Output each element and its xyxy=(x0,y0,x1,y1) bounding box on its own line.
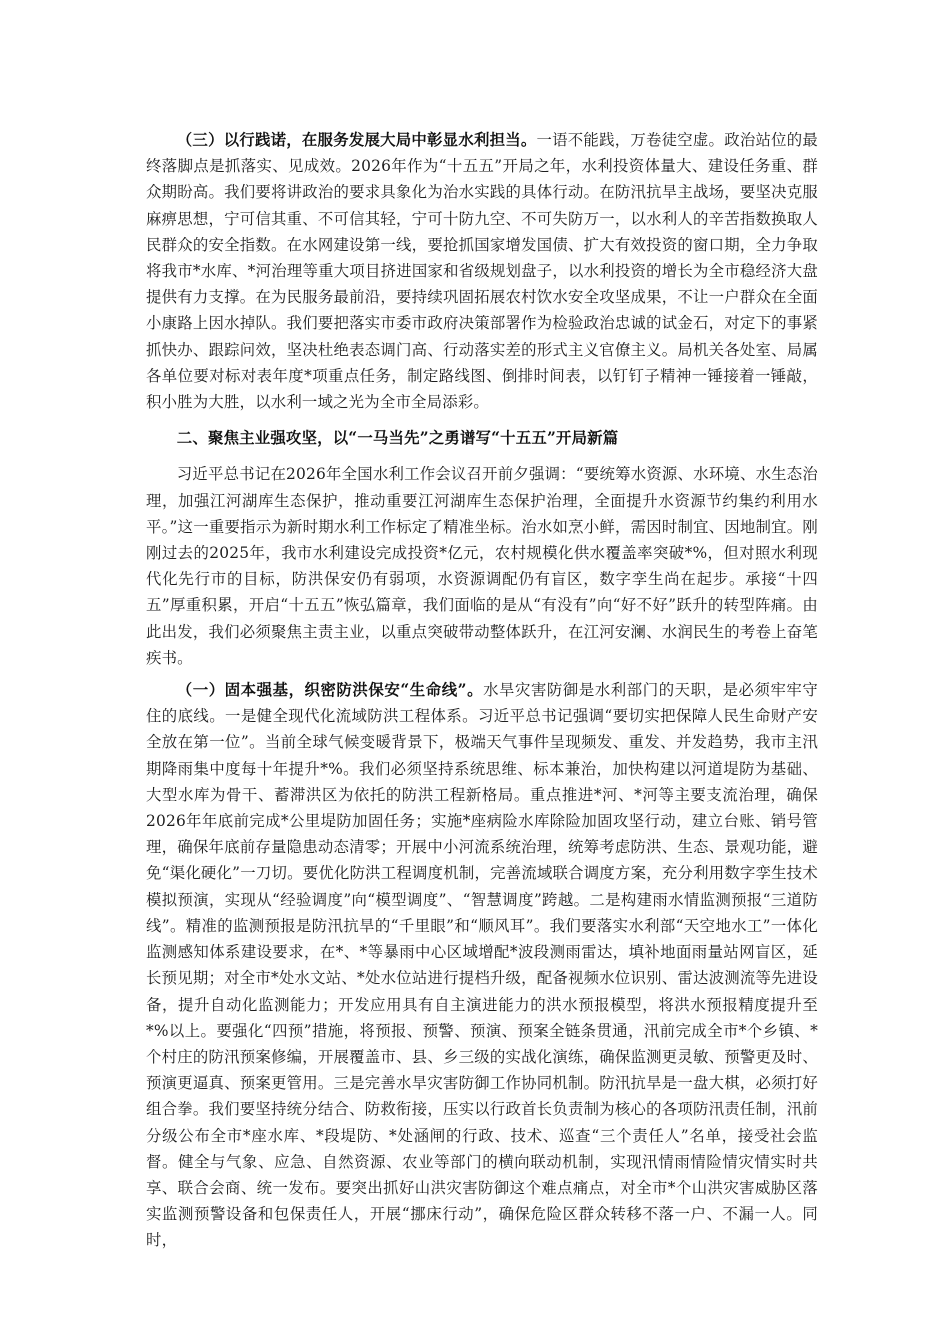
paragraph-body: 一语不能践，万卷徒空虚。政治站位的最终落脚点是抓落实、见成效。2026年作为“十五五”开局之年，水利投资体量大、建设任务重、群众期盼高。我们要将讲政治的要求具象化为治水实践的具体行动。在防汛抗旱主战场，要坚决克服麻痹思想，宁可信其重、不可信其轻，宁可十防九空、不可失防万一，以水利人的辛苦指数换取人民群众的安全指数。在水网建设第一线，要抢抓国家增发国债、扩大有效投资的窗口期，全力争取将我市*水库、*河治理等重大项目挤进国家和省级规划盘子，以水利投资的增长为全市稳经济大盘提供有力支撑。在为民服务最前沿，要持续巩固拓展农村饮水安全攻坚成果，不让一户群众在全面小康路上因水掉队。我们要把落实市委市政府决策部署作为检验政治忠诚的试金石，对定下的事紧抓快办、跟踪问效，坚决杜绝表态调门高、行动落实差的形式主义官僚主义。局机关各处室、局属各单位要对标对表年度*项重点任务，制定路线图、倒排时间表，以钉钉子精神一锤接着一锤敲，积小胜为大胜，以水利一域之光为全市全局添彩。 xyxy=(146,131,818,412)
paragraph-section-three xyxy=(146,127,818,415)
paragraph-lead-heading: （一）固本强基，织密防洪保安“生命线”。 xyxy=(176,681,484,700)
paragraph-body: 习近平总书记在2026年全国水利工作会议召开前夕强调：“要统筹水资源、水环境、水生态治理，加强江河湖库生态保护，推动重要江河湖库生态保护治理，全面提升水资源节约集约利用水平。”这一重要指示为新时期水利工作标定了精准坐标。治水如烹小鲜，需因时制宜、因地制宜。刚刚过去的2025年，我市水利建设完成投资*亿元，农村规模化供水覆盖率突破*%，但对照水利现代化先行市的目标，防洪保安仍有弱项，水资源调配仍有盲区，数字孪生尚在起步。承接“十四五”厚重积累，开启“十五五”恢弘篇章，我们面临的是从“有没有”向“好不好”跃升的转型阵痛。由此出发，我们必须聚焦主责主业，以重点突破带动整体跃升，在江河安澜、水润民生的考卷上奋笔疾书。 xyxy=(146,465,818,667)
paragraph-section-one xyxy=(146,677,818,1253)
document-page xyxy=(146,127,818,1254)
spacer xyxy=(146,415,818,425)
paragraph-lead-heading: （三）以行践诺，在服务发展大局中彰显水利担当。 xyxy=(176,131,537,149)
paragraph-body: 水旱灾害防御是水利部门的天职，是必须牢牢守住的底线。一是健全现代化流域防洪工程体系。习近平总书记强调“要切实把保障人民生命财产安全放在第一位”。当前全球气候变暖背景下，极端天气事件呈现频发、重发、并发趋势，我市主汛期降雨集中度每十年提升*%。我们必须坚持系统思维、标本兼治，加快构建以河道堤防为基础、大型水库为骨干、蓄滞洪区为依托的防洪工程新格局。重点推进*河、*河等主要支流治理，确保2026年年底前完成*公里堤防加固任务；实施*座病险水库除险加固攻坚行动，建立台账、销号管理，确保年底前存量隐患动态清零；开展中小河流系统治理，统筹考虑防洪、生态、景观功能，避免“渠化硬化”一刀切。要优化防洪工程调度机制，完善流域联合调度方案，充分利用数字孪生技术模拟预演，实现从“经验调度”向“模型调度”、“智慧调度”跨越。二是构建雨水情监测预报“三道防线”。精准的监测预报是防汛抗旱的“千里眼”和“顺风耳”。我们要落实水利部“天空地水工”一体化监测感知体系建设要求，在*、*等暴雨中心区域增配*波段测雨雷达，填补地面雨量站网盲区，延长预见期；对全市*处水文站、*处水位站进行提档升级，配备视频水位识别、雷达波测流等先进设备，提升自动化监测能力；开发应用具有自主演进能力的洪水预报模型，将洪水预报精度提升至*%以上。要强化“四预”措施，将预报、预警、预演、预案全链条贯通，汛前完成全市*个乡镇、*个村庄的防汛预案修编，开展覆盖市、县、乡三级的实战化演练，确保监测更灵敏、预警更及时、预演更逼真、预案更管用。三是完善水旱灾害防御工作协同机制。防汛抗旱是一盘大棋，必须打好组合拳。我们要坚持统分结合、防救衔接，压实以行政首长负责制为核心的各项防汛责任制，汛前分级公布全市*座水库、*段堤防、*处涵闸的行政、技术、巡查“三个责任人”名单，接受社会监督。健全与气象、应急、自然资源、农业等部门的横向联动机制，实现汛情雨情险情灾情实时共享、联合会商、统一发布。要突出抓好山洪灾害防御这个难点痛点，对全市*个山洪灾害威胁区落实监测预警设备和包保责任人，开展“挪床行动”，确保危险区群众转移不落一户、不漏一人。同时， xyxy=(146,681,818,1250)
section-heading: 二、聚焦主业强攻坚，以“一马当先”之勇谱写“十五五”开局新篇 xyxy=(176,429,619,448)
spacer xyxy=(146,451,818,461)
paragraph-intro xyxy=(146,461,818,671)
